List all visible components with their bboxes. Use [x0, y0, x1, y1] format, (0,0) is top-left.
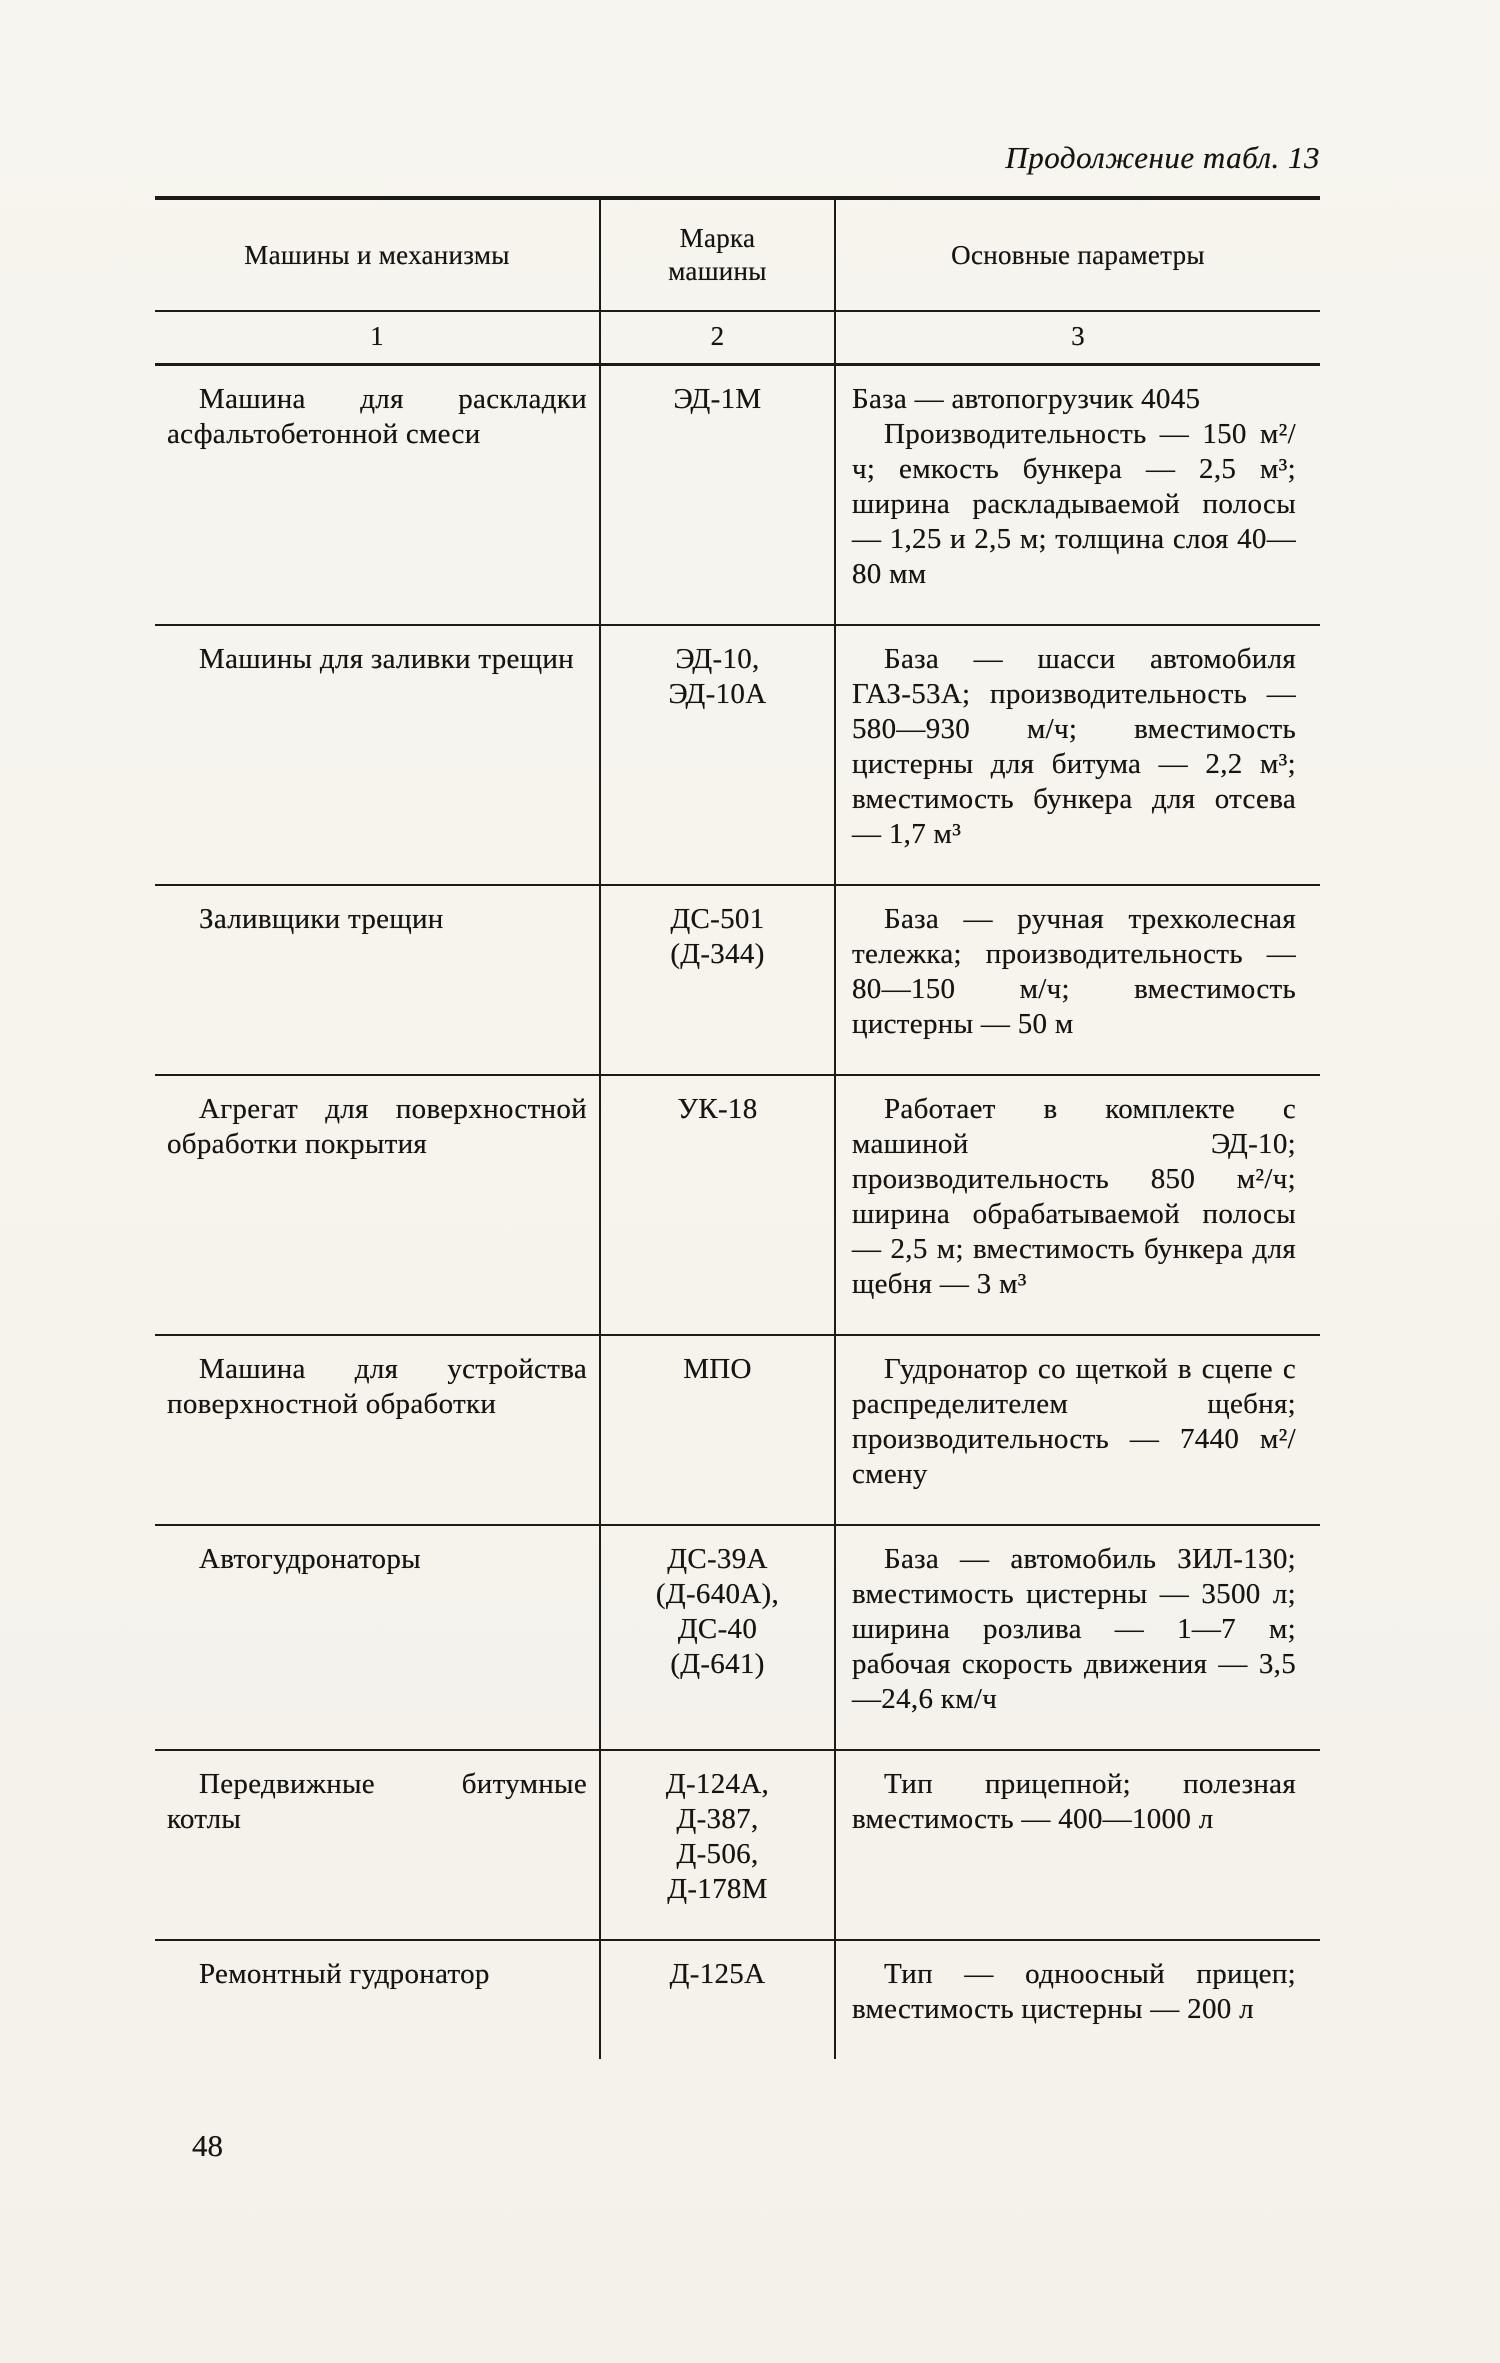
parameters-cell [835, 885, 1320, 1075]
machine-mark-cell [600, 365, 835, 626]
table-row [155, 1750, 1320, 1940]
parameters-cell [835, 365, 1320, 626]
machine-name: Заливщики трещин [199, 903, 444, 935]
machine-mark-cell [600, 625, 835, 885]
machine-name: Автогудронаторы [199, 1543, 421, 1575]
parameters-cell [835, 1750, 1320, 1940]
machine-name-cell [155, 365, 600, 626]
machine-name-cell [155, 625, 600, 885]
machine-mark-cell [600, 1750, 835, 1940]
parameters-cell [835, 1525, 1320, 1750]
parameters-cell [835, 1075, 1320, 1335]
machine-mark: Д-124А, [665, 1768, 770, 1800]
machine-mark: Д-387, [676, 1803, 759, 1835]
parameters-cell [835, 625, 1320, 885]
machine-name-cell [155, 1750, 600, 1940]
parameters-paragraph: База — автомобиль ЗИЛ-130; вместимость цистерны — 3500 л; ширина розлива — 1—7 м; рабочая скорость движения — 3,5—24,6 км/ч [852, 1543, 1296, 1715]
parameters-paragraph: Гудронатор со щеткой в сцепе с распределителем щебня; производительность — 7440 м²/смену [852, 1353, 1296, 1490]
machine-name: Машина для устройства поверхностной обработки [167, 1353, 587, 1420]
parameters-paragraph: Тип прицепной; полезная вместимость — 400—1000 л [852, 1768, 1296, 1835]
col-header-parameters: Основные параметры [835, 198, 1320, 311]
col-number-3: 3 [835, 311, 1320, 365]
machine-mark: ДС-501 [670, 903, 765, 935]
table-row [155, 1940, 1320, 2059]
machine-mark: ЭД-10, [675, 643, 760, 675]
machine-mark-cell [600, 1075, 835, 1335]
table-continuation-caption: Продолжение табл. 13 [1005, 140, 1320, 175]
machine-mark: Д-178М [667, 1873, 768, 1905]
machine-mark-cell [600, 885, 835, 1075]
col-header-mark: Марка машины [600, 198, 835, 311]
machine-mark: ЭД-1М [673, 383, 762, 415]
machine-name-cell [155, 885, 600, 1075]
machine-name: Машины для заливки трещин [199, 643, 574, 675]
parameters-cell [835, 1940, 1320, 2059]
machine-name: Агрегат для поверхностной обработки покрытия [167, 1093, 587, 1160]
machine-mark: Д-125А [669, 1958, 766, 1990]
parameters-paragraph: База — автопогрузчик 4045 [852, 383, 1201, 415]
machine-name-cell [155, 1075, 600, 1335]
parameters-cell [835, 1335, 1320, 1525]
parameters-paragraph: База — шасси автомобиля ГАЗ-53А; производительность — 580—930 м/ч; вместимость цистерны для битума — 2,2 м³; вместимость бункера для отсева — 1,7 м³ [852, 643, 1296, 850]
table-row [155, 1335, 1320, 1525]
machine-mark: МПО [683, 1353, 752, 1385]
machine-name: Передвижные битумные котлы [167, 1768, 587, 1835]
column-numbers-row [155, 311, 1320, 365]
machine-name-cell [155, 1940, 600, 2059]
machine-name-cell [155, 1335, 600, 1525]
machine-name: Машина для раскладки асфальтобетонной смеси [167, 383, 587, 450]
table-row [155, 885, 1320, 1075]
machine-mark-cell [600, 1940, 835, 2059]
parameters-paragraph: Работает в комплекте с машиной ЭД-10; производительность 850 м²/ч; ширина обрабатываемой полосы — 2,5 м; вместимость бункера для щебня — 3 м³ [852, 1093, 1296, 1300]
table-row [155, 625, 1320, 885]
col-number-1: 1 [155, 311, 600, 365]
page-number: 48 [192, 2128, 223, 2163]
machine-mark: ДС-40 [677, 1613, 758, 1645]
col-number-2: 2 [600, 311, 835, 365]
machine-mark: ДС-39А [667, 1543, 768, 1575]
table-row [155, 1525, 1320, 1750]
machines-table [155, 196, 1320, 2059]
parameters-paragraph: Тип — одноосный прицеп; вместимость цистерны — 200 л [852, 1958, 1296, 2025]
machine-mark-cell [600, 1525, 835, 1750]
machine-name-cell [155, 1525, 600, 1750]
header-row [155, 198, 1320, 311]
machine-mark: (Д-641) [670, 1648, 765, 1680]
machine-mark: ЭД-10А [668, 678, 767, 710]
machine-name: Ремонтный гудронатор [199, 1958, 490, 1990]
table-body [155, 365, 1320, 2060]
parameters-paragraph: База — ручная трехколесная тележка; производительность — 80—150 м/ч; вместимость цистерны — 50 м [852, 903, 1296, 1040]
parameters-paragraph: Производительность — 150 м²/ч; емкость бункера — 2,5 м³; ширина раскладываемой полосы — 1,25 и 2,5 м; толщина слоя 40—80 мм [852, 418, 1296, 590]
machine-mark: УК-18 [677, 1093, 758, 1125]
table-row [155, 1075, 1320, 1335]
col-header-machines: Машины и механизмы [155, 198, 600, 311]
machine-mark-cell [600, 1335, 835, 1525]
machine-mark: Д-506, [676, 1838, 759, 1870]
table-row [155, 365, 1320, 626]
machine-mark: (Д-344) [670, 938, 765, 970]
machine-mark: (Д-640А), [655, 1578, 780, 1610]
